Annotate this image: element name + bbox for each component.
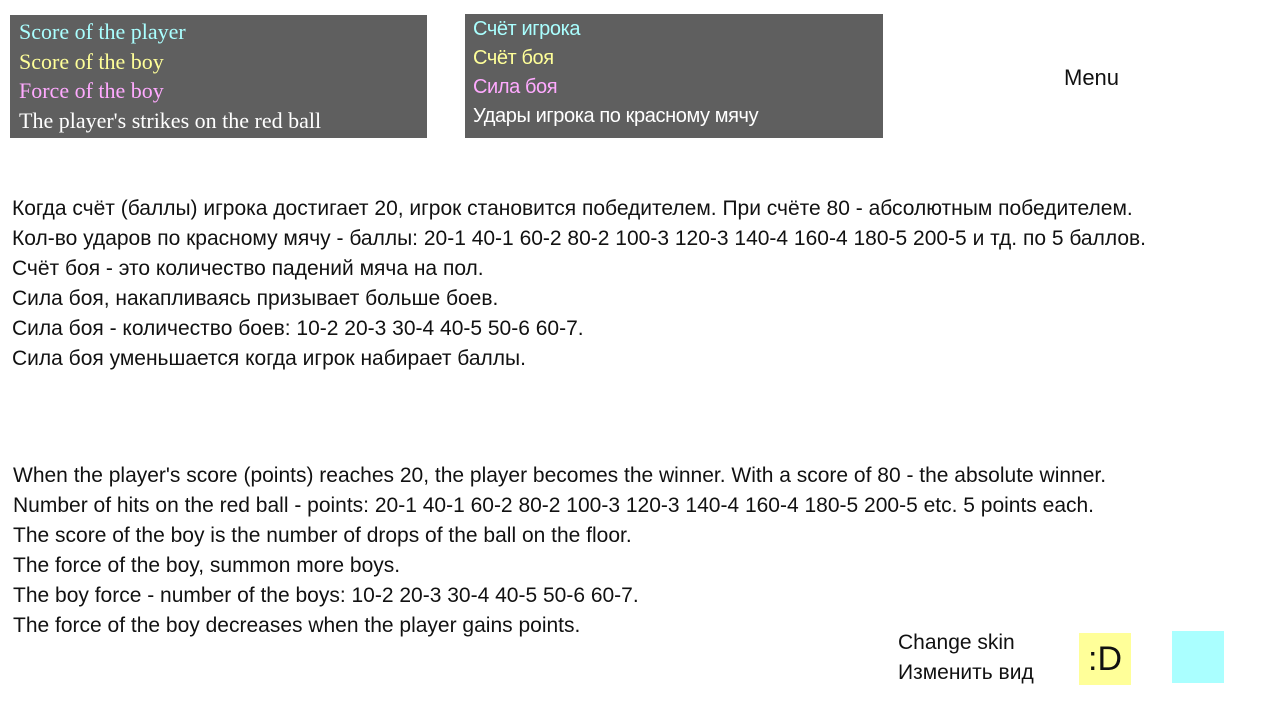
legend-item-player-score-ru: Счёт игрока <box>473 18 581 40</box>
rules-russian <box>12 194 1242 374</box>
change-skin-label <box>898 628 1034 688</box>
rule-text: When the player's score (points) reaches 20, the player becomes the winner. With a score of 80 - the absolute winner. <box>13 464 1107 487</box>
legend-item-red-ball-strikes: The player's strikes on the red ball <box>19 107 322 133</box>
rule-text: The force of the boy, summon more boys. <box>13 554 401 577</box>
rule-text: Сила боя - количество боев: 10-2 20-3 30-4 40-5 50-6 60-7. <box>12 317 584 340</box>
legend-panel-russian <box>465 14 883 138</box>
legend-item-boy-score-ru: Счёт боя <box>473 47 554 69</box>
rule-text: Кол-во ударов по красному мячу - баллы: 20-1 40-1 60-2 80-2 100-3 120-3 140-4 160-4 180-5 200-5 и тд. по 5 баллов. <box>12 227 1147 250</box>
rules-english <box>13 461 1275 641</box>
legend-item-boy-score: Score of the boy <box>19 48 164 74</box>
legend-item-red-ball-strikes-ru: Удары игрока по красному мячу <box>473 105 759 127</box>
legend-item-player-score: Score of the player <box>19 19 186 44</box>
menu-button[interactable]: Menu <box>1064 65 1120 90</box>
change-skin-label-ru: Изменить вид <box>898 661 1034 684</box>
legend-item-boy-force-ru: Сила боя <box>473 76 558 98</box>
rule-text: Когда счёт (баллы) игрока достигает 20, игрок становится победителем. При счёте 80 - абсолютным победителем. <box>12 197 1133 220</box>
rule-text: Сила боя уменьшается когда игрок набирает баллы. <box>12 347 526 370</box>
rule-text: Счёт боя - это количество падений мяча на пол. <box>12 257 484 280</box>
change-skin-label-en: Change skin <box>898 631 1015 654</box>
rule-text: Сила боя, накапливаясь призывает больше боев. <box>12 287 499 310</box>
rule-text: The boy force - number of the boys: 10-2 20-3 30-4 40-5 50-6 60-7. <box>13 584 639 607</box>
legend-panel-english <box>10 15 427 138</box>
rule-text: The force of the boy decreases when the player gains points. <box>13 614 581 637</box>
rule-text: The score of the boy is the number of drops of the ball on the floor. <box>13 524 632 547</box>
rule-text: Number of hits on the red ball - points: 20-1 40-1 60-2 80-2 100-3 120-3 140-4 160-4 180-5 200-5 etc. 5 points each. <box>13 494 1095 517</box>
skin-color-button[interactable] <box>1172 631 1224 683</box>
skin-face-button[interactable]: :D <box>1079 633 1131 685</box>
legend-item-boy-force: Force of the boy <box>19 78 164 103</box>
